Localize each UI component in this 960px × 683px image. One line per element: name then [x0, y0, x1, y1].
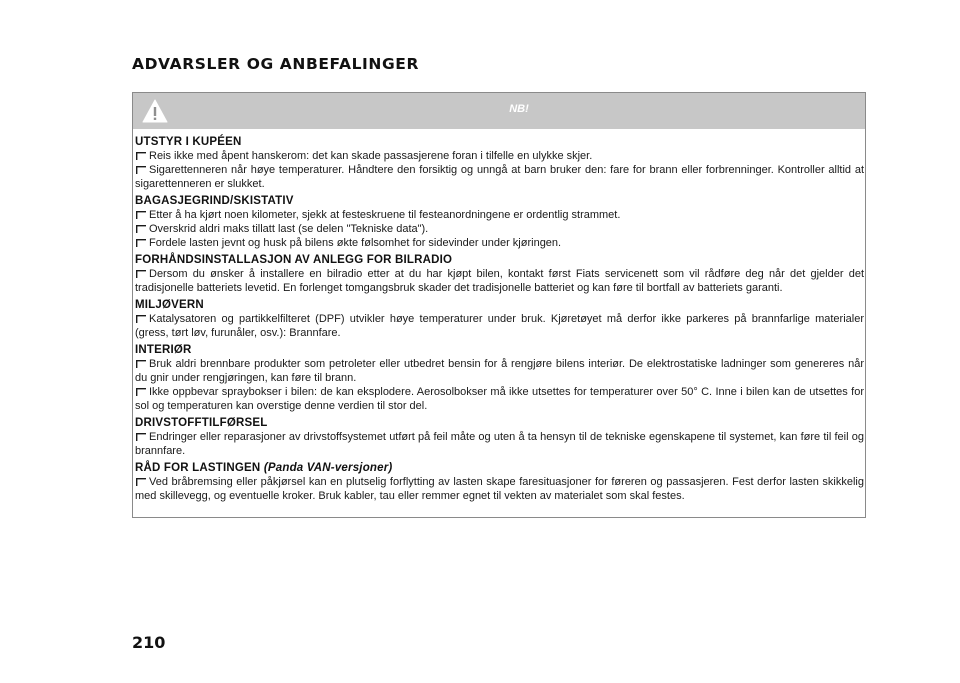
list-item	[135, 149, 864, 163]
list-item-text: Katalysatoren og partikkelfilteret (DPF) utvikler høye temperaturer under bruk. Kjøretøyet må derfor ikke parkeres på brannfarlige materialer (gress, tørt løv, furunåler, osv.): Brannfare.	[135, 313, 864, 339]
bullet-mark-icon	[136, 431, 146, 439]
notice-header	[133, 93, 865, 129]
section-title-text: RÅD FOR LASTINGEN	[135, 462, 261, 474]
list-item	[135, 385, 864, 413]
page-heading: ADVARSLER OG ANBEFALINGER	[132, 55, 420, 73]
notice-title: NB!	[509, 103, 529, 115]
list-item	[135, 222, 864, 236]
list-item	[135, 163, 864, 191]
section-title-text: UTSTYR I KUPÉEN	[135, 136, 242, 148]
bullet-mark-icon	[136, 223, 146, 231]
list-item-text: Overskrid aldri maks tillatt last (se delen "Tekniske data").	[149, 223, 429, 235]
section-title-text: BAGASJEGRIND/SKISTATIV	[135, 195, 294, 207]
section-title	[135, 135, 864, 149]
bullet-mark-icon	[136, 313, 146, 321]
list-item	[135, 312, 864, 340]
section-title	[135, 416, 864, 430]
section-title-text: DRIVSTOFFTILFØRSEL	[135, 417, 268, 429]
list-item	[135, 475, 864, 503]
list-item	[135, 267, 864, 295]
list-item-text: Dersom du ønsker å installere en bilradio etter at du har kjøpt bilen, kontakt først Fiats servicenett som vil rådføre deg når det gjelder det tradisjonelle batteriets levetid. En forlenget tomgangsbruk skader det tradisjonelle batteriet og kan føre til bortfall av batteriets garanti.	[135, 268, 864, 294]
list-item	[135, 430, 864, 458]
list-item	[135, 236, 864, 250]
section-title	[135, 298, 864, 312]
list-item-text: Reis ikke med åpent hanskerom: det kan skade passasjerene foran i tilfelle en ulykke skjer.	[149, 150, 593, 162]
list-item-text: Ved bråbremsing eller påkjørsel kan en plutselig forflytting av lasten skape faresituasjoner for føreren og passasjeren. Fest derfor lasten skikkelig med skillevegg, og eventuelle kroker. Bruk kabler, tau eller remmer egnet til vekten av materialet som skal festes.	[135, 476, 864, 502]
section-title-text: FORHÅNDSINSTALLASJON AV ANLEGG FOR BILRADIO	[135, 254, 453, 266]
list-item-text: Sigarettenneren når høye temperaturer. Håndtere den forsiktig og unngå at barn bruker den: fare for brann eller forbrenninger. Kontroller alltid at sigarettenneren er slukket.	[135, 164, 864, 190]
section-title	[135, 253, 864, 267]
list-item-text: Ikke oppbevar spraybokser i bilen: de kan eksplodere. Aerosolbokser må ikke utsettes for temperaturer over 50° C. Inne i bilen kan de utsettes for sol og temperaturen kan overstige denne verdien til stor del.	[135, 386, 864, 412]
list-item-text: Fordele lasten jevnt og husk på bilens økte følsomhet for sidevinder under kjøringen.	[149, 237, 562, 249]
bullet-mark-icon	[136, 268, 146, 276]
section-title-text: INTERIØR	[135, 344, 192, 356]
bullet-mark-icon	[136, 386, 146, 394]
list-item	[135, 357, 864, 385]
notice-box	[132, 92, 866, 518]
notice-body	[133, 129, 865, 503]
list-item-text: Endringer eller reparasjoner av drivstoffsystemet utført på feil måte og uten å ta hensyn til de tekniske egenskapene til systemet, kan føre til feil og brannfare.	[135, 431, 864, 457]
section-title-suffix: (Panda VAN-versjoner)	[263, 462, 393, 474]
list-item-text: Bruk aldri brennbare produkter som petroleter eller utbedret bensin for å rengjøre bilens interiør. De elektrostatiske ladninger som genereres når du gnir under rengjøringen, kan føre til brann.	[135, 358, 864, 384]
bullet-mark-icon	[136, 164, 146, 172]
section-title	[135, 461, 864, 475]
bullet-mark-icon	[136, 358, 146, 366]
page-number: 210	[132, 633, 166, 652]
bullet-mark-icon	[136, 237, 146, 245]
section-title	[135, 194, 864, 208]
bullet-mark-icon	[136, 209, 146, 217]
bullet-mark-icon	[136, 476, 146, 484]
list-item-text: Etter å ha kjørt noen kilometer, sjekk at festeskruene til festeanordningene er ordentlig strammet.	[149, 209, 621, 221]
bullet-mark-icon	[136, 150, 146, 158]
section-title	[135, 343, 864, 357]
list-item	[135, 208, 864, 222]
section-title-text: MILJØVERN	[135, 299, 204, 311]
